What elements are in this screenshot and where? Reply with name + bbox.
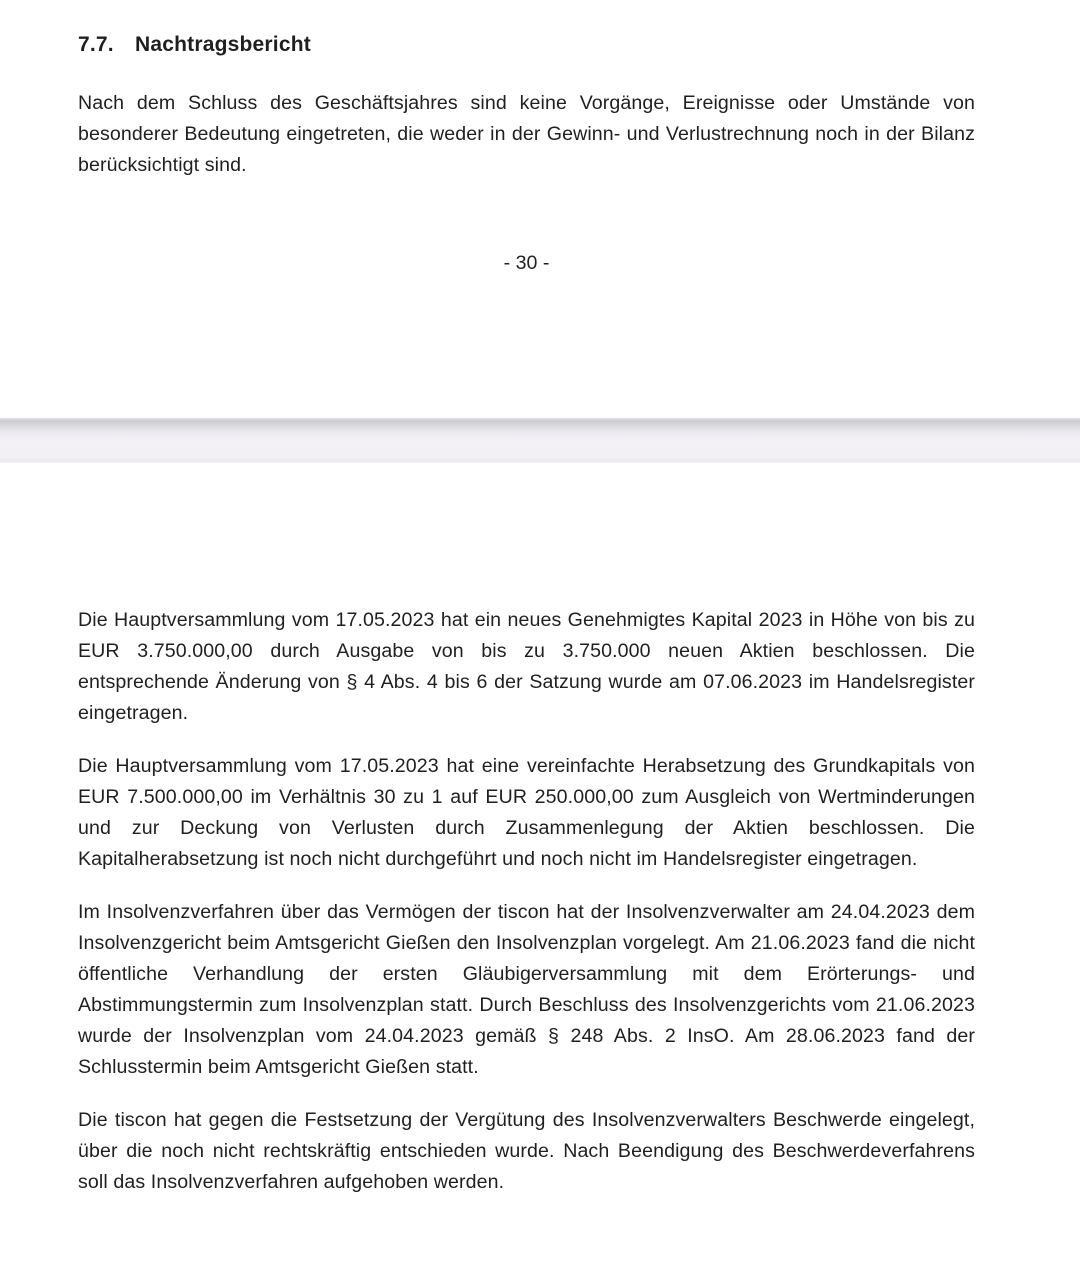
page-31-content (78, 605, 975, 1198)
paragraph-nachtragsbericht: Nach dem Schluss des Geschäftsjahres sind keine Vorgänge, Ereignisse oder Umstände von besonderer Bedeutung eingetreten, die weder in der Gewinn- und Verlustrechnung noch in der Bilanz berücksichtigt sind. (78, 92, 975, 176)
paragraph-beschwerde: Die tiscon hat gegen die Festsetzung der Vergütung des Insolvenzverwalters Beschwerde eingelegt, über die noch nicht rechtskräftig entschieden wurde. Nach Beendigung des Beschwerdeverfahrens soll das Insolvenzverfahren aufgehoben werden. (78, 1109, 975, 1193)
paragraph-kapitalherabsetzung: Die Hauptversammlung vom 17.05.2023 hat eine vereinfachte Herabsetzung des Grundkapitals von EUR 7.500.000,00 im Verhältnis 30 zu 1 auf EUR 250.000,00 zum Ausgleich von Wertminderungen und zur Deckung von Verlusten durch Zusammenlegung der Aktien beschlossen. Die Kapitalherabsetzung ist noch nicht durchgeführt und noch nicht im Handelsregister eingetragen. (78, 755, 975, 870)
paragraph-insolvenzverfahren: Im Insolvenzverfahren über das Vermögen der tiscon hat der Insolvenzverwalter am 24.04.2023 dem Insolvenzgericht beim Amtsgericht Gießen den Insolvenzplan vorgelegt. Am 21.06.2023 fand die nicht öffentliche Verhandlung der ersten Gläubigerversammlung mit dem Erörterungs- und Abstimmungstermin zum Insolvenzplan statt. Durch Beschluss des Insolvenzgerichts vom 21.06.2023 wurde der Insolvenzplan vom 24.04.2023 gemäß § 248 Abs. 2 InsO. Am 28.06.2023 fand der Schlusstermin beim Amtsgericht Gießen statt. (78, 901, 975, 1078)
section-heading (78, 33, 975, 57)
page-number-label: - 30 - (503, 252, 550, 274)
section-heading-title: Nachtragsbericht (135, 33, 311, 56)
page-break-divider (0, 418, 1080, 463)
page-30-content (78, 33, 975, 279)
paragraph-genehmigtes-kapital: Die Hauptversammlung vom 17.05.2023 hat ein neues Genehmigtes Kapital 2023 in Höhe von bis zu EUR 3.750.000,00 durch Ausgabe von bis zu 3.750.000 neuen Aktien beschlossen. Die entsprechende Änderung von § 4 Abs. 4 bis 6 der Satzung wurde am 07.06.2023 im Handelsregister eingetragen. (78, 609, 975, 724)
section-heading-number: 7.7. (78, 33, 114, 56)
